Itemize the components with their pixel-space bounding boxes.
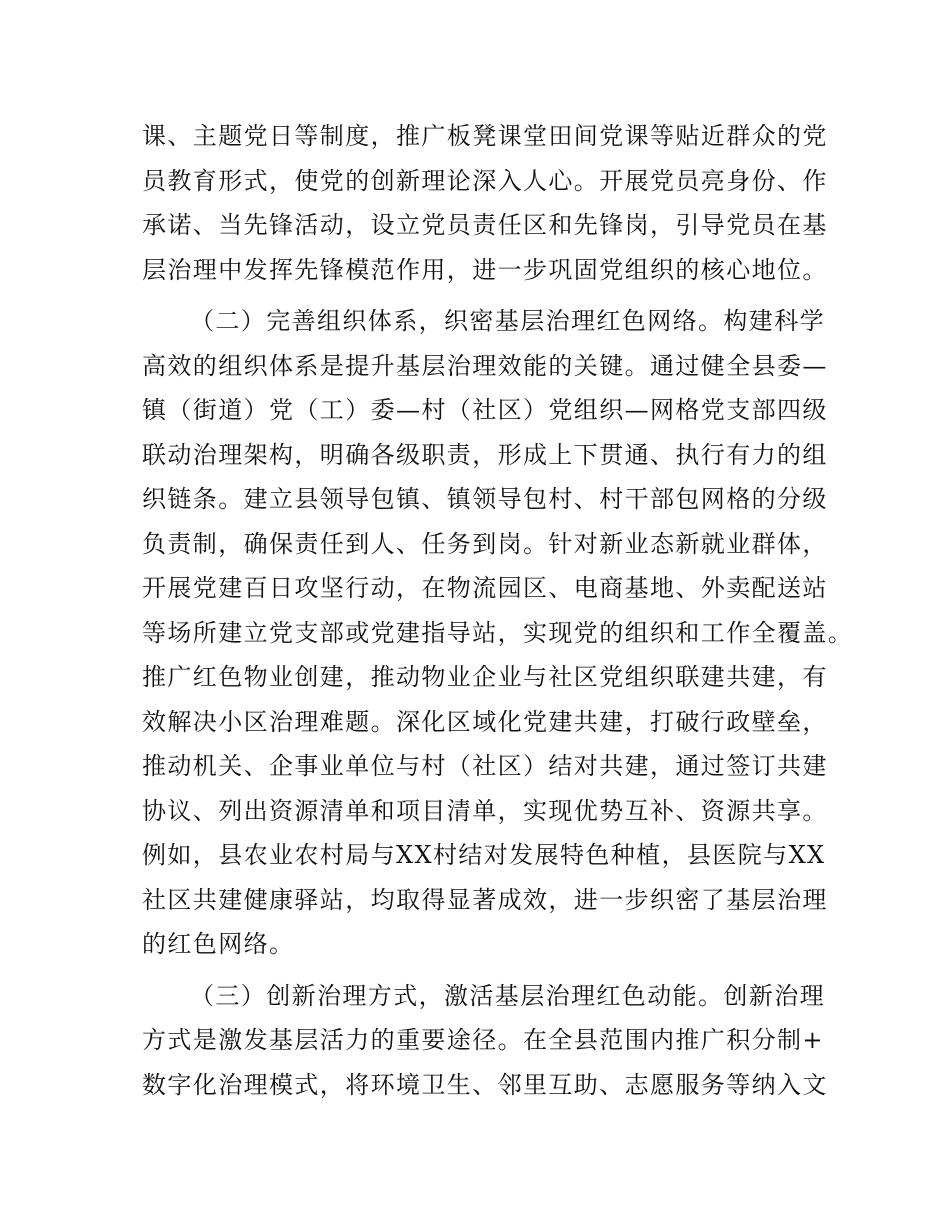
text-line: 数字化治理模式，将环境卫生、邻里互助、志愿服务等纳入文 [142, 1070, 828, 1099]
text-line: （二）完善组织体系，织密基层治理红色网络。构建科学 [190, 307, 825, 335]
text-line: 例如，县农业农村局与XX村结对发展特色种植，县医院与XX [142, 841, 826, 869]
text-line: 效解决小区治理难题。深化区域化党建共建，打破行政壁垒， [142, 707, 828, 736]
paragraph-2 [142, 299, 854, 967]
text-line: 承诺、当先锋活动，设立党员责任区和先锋岗，引导党员在基 [142, 211, 828, 239]
text-line: 层治理中发挥先锋模范作用，进一步巩固党组织的核心地位。 [142, 255, 828, 284]
text-line: 开展党建百日攻坚行动，在物流园区、电商基地、外卖配送站 [142, 574, 828, 602]
paragraph-spacer [142, 967, 822, 974]
text-line: 镇（街道）党（工）委—村（社区）党组织—网格党支部四级 [142, 396, 828, 424]
text-line: 联动治理架构，明确各级职责，形成上下贯通、执行有力的组 [142, 440, 828, 469]
text-line: 织链条。建立县领导包镇、镇领导包村、村干部包网格的分级 [142, 485, 828, 513]
text-line: 课、主题党日等制度，推广板凳课堂田间党课等贴近群众的党 [142, 122, 828, 150]
text-line: 高效的组织体系是提升基层治理效能的关键。通过健全县委— [142, 351, 828, 380]
text-line: 推广红色物业创建，推动物业企业与社区党组织联建共建，有 [142, 663, 828, 691]
text-line: （三）创新治理方式，激活基层治理红色动能。创新治理 [190, 981, 825, 1010]
paragraph-3 [142, 974, 828, 1108]
text-line: 员教育形式，使党的创新理论深入人心。开展党员亮身份、作 [142, 166, 828, 195]
text-line: 方式是激发基层活力的重要途径。在全县范围内推广积分制+ [142, 1026, 824, 1054]
text-line: 等场所建立党支部或党建指导站，实现党的组织和工作全覆盖。 [142, 618, 854, 647]
document-body [142, 114, 854, 1107]
paragraph-spacer [142, 292, 822, 299]
text-line: 推动机关、企事业单位与村（社区）结对共建，通过签订共建 [142, 752, 828, 780]
paragraph-1 [142, 114, 828, 292]
text-line: 社区共建健康驿站，均取得显著成效，进一步织密了基层治理 [142, 885, 828, 914]
text-line: 负责制，确保责任到人、任务到岗。针对新业态新就业群体， [142, 529, 828, 558]
text-line: 的红色网络。 [142, 930, 295, 958]
text-line: 协议、列出资源清单和项目清单，实现优势互补、资源共享。 [142, 796, 828, 825]
